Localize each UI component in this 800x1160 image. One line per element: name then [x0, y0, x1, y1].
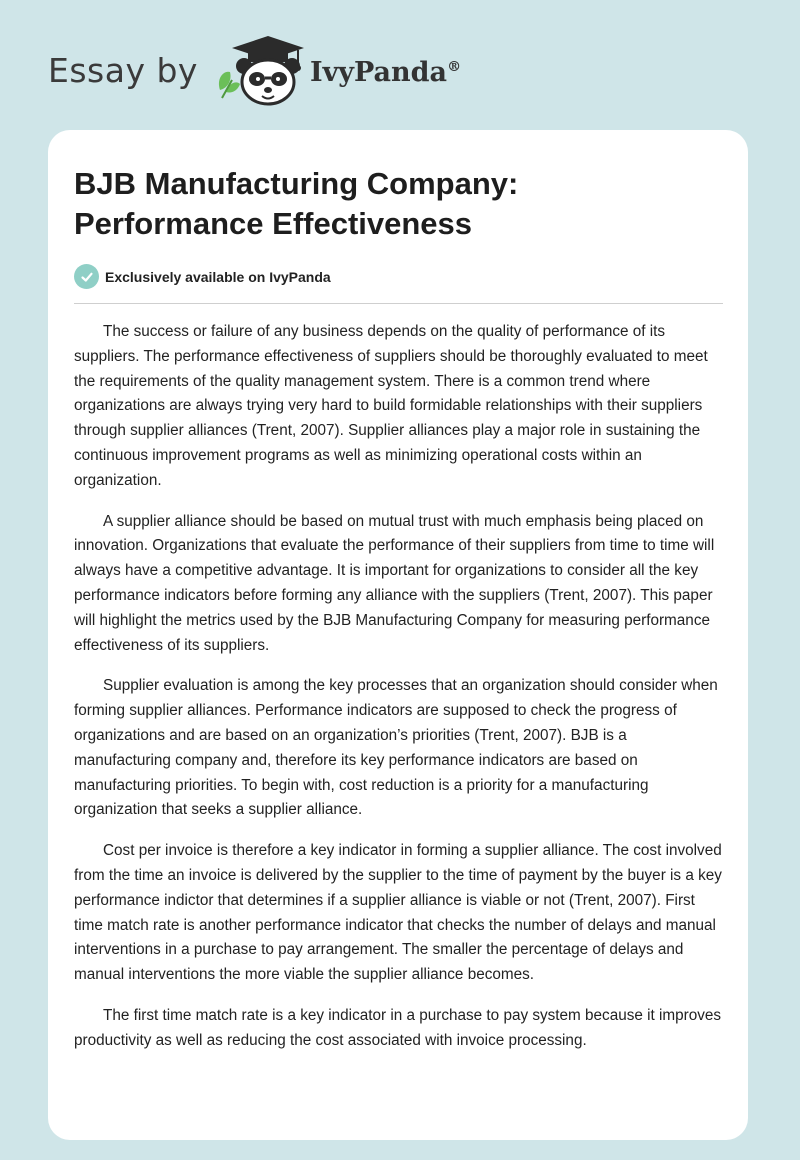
- check-circle-icon: [74, 264, 99, 289]
- paragraph-2: A supplier alliance should be based on mutual trust with much emphasis being placed on innovation. Organizations that evaluate the performance of their suppliers from time to time will always have a competitive advantage. It is important for organizations to consider all the key performance indicators before forming any alliance with the suppliers (Trent, 2007). This paper will highlight the metrics used by the BJB Manufacturing Company for measuring performance effectiveness of its suppliers.: [74, 512, 715, 654]
- paragraph-3: Supplier evaluation is among the key processes that an organization should consider when forming supplier alliances. Performance indicators are supposed to check the progress of organizations and are based on an organization’s priorities (Trent, 2007). BJB is a manufacturing company and, therefore its key performance indicators are based on manufacturing priorities. To begin with, cost reduction is a priority for a manufacturing organization that seeks a supplier alliance.: [74, 677, 718, 819]
- page-title-line-2: Performance Effectiveness: [74, 206, 473, 241]
- site-header: [48, 30, 461, 110]
- paragraph-4: Cost per invoice is therefore a key indicator in forming a supplier alliance. The cost involved from the time an invoice is delivered by the supplier to the time of payment by the buyer is a key performance indictor that determines if a supplier alliance is viable or not (Trent, 2007). First time match rate is another performance indicator that checks the number of delays and manual interventions in a purchase to pay arrangement. The smaller the percentage of delays and manual interventions the more viable the supplier alliance becomes.: [74, 842, 722, 984]
- title-divider: [74, 303, 723, 304]
- panda-graduation-cap-icon: [212, 30, 308, 110]
- paragraph-5: The first time match rate is a key indicator in a purchase to pay system because it improves productivity as well as reducing the cost associated with invoice processing.: [74, 1006, 722, 1049]
- exclusive-badge-label: Exclusively available on IvyPanda: [105, 268, 331, 285]
- paragraph-1: The success or failure of any business depends on the quality of performance of its suppliers. The performance effectiveness of suppliers should be thoroughly evaluated to meet the requirements of the quality management system. There is a common trend where organizations are always trying very hard to build formidable relationships with their suppliers through supplier alliances (Trent, 2007). Supplier alliances play a major role in sustaining the continuous improvement programs as well as minimizing operational costs within an organization.: [74, 323, 708, 489]
- page-title-line-1: BJB Manufacturing Company:: [74, 166, 519, 201]
- page-title: [74, 164, 724, 244]
- essay-body: [74, 320, 726, 1070]
- exclusive-badge: [74, 264, 331, 289]
- essay-by-label: Essay by: [48, 50, 198, 90]
- brand-name: IvyPanda®: [309, 56, 462, 88]
- essay-card: [48, 130, 748, 1140]
